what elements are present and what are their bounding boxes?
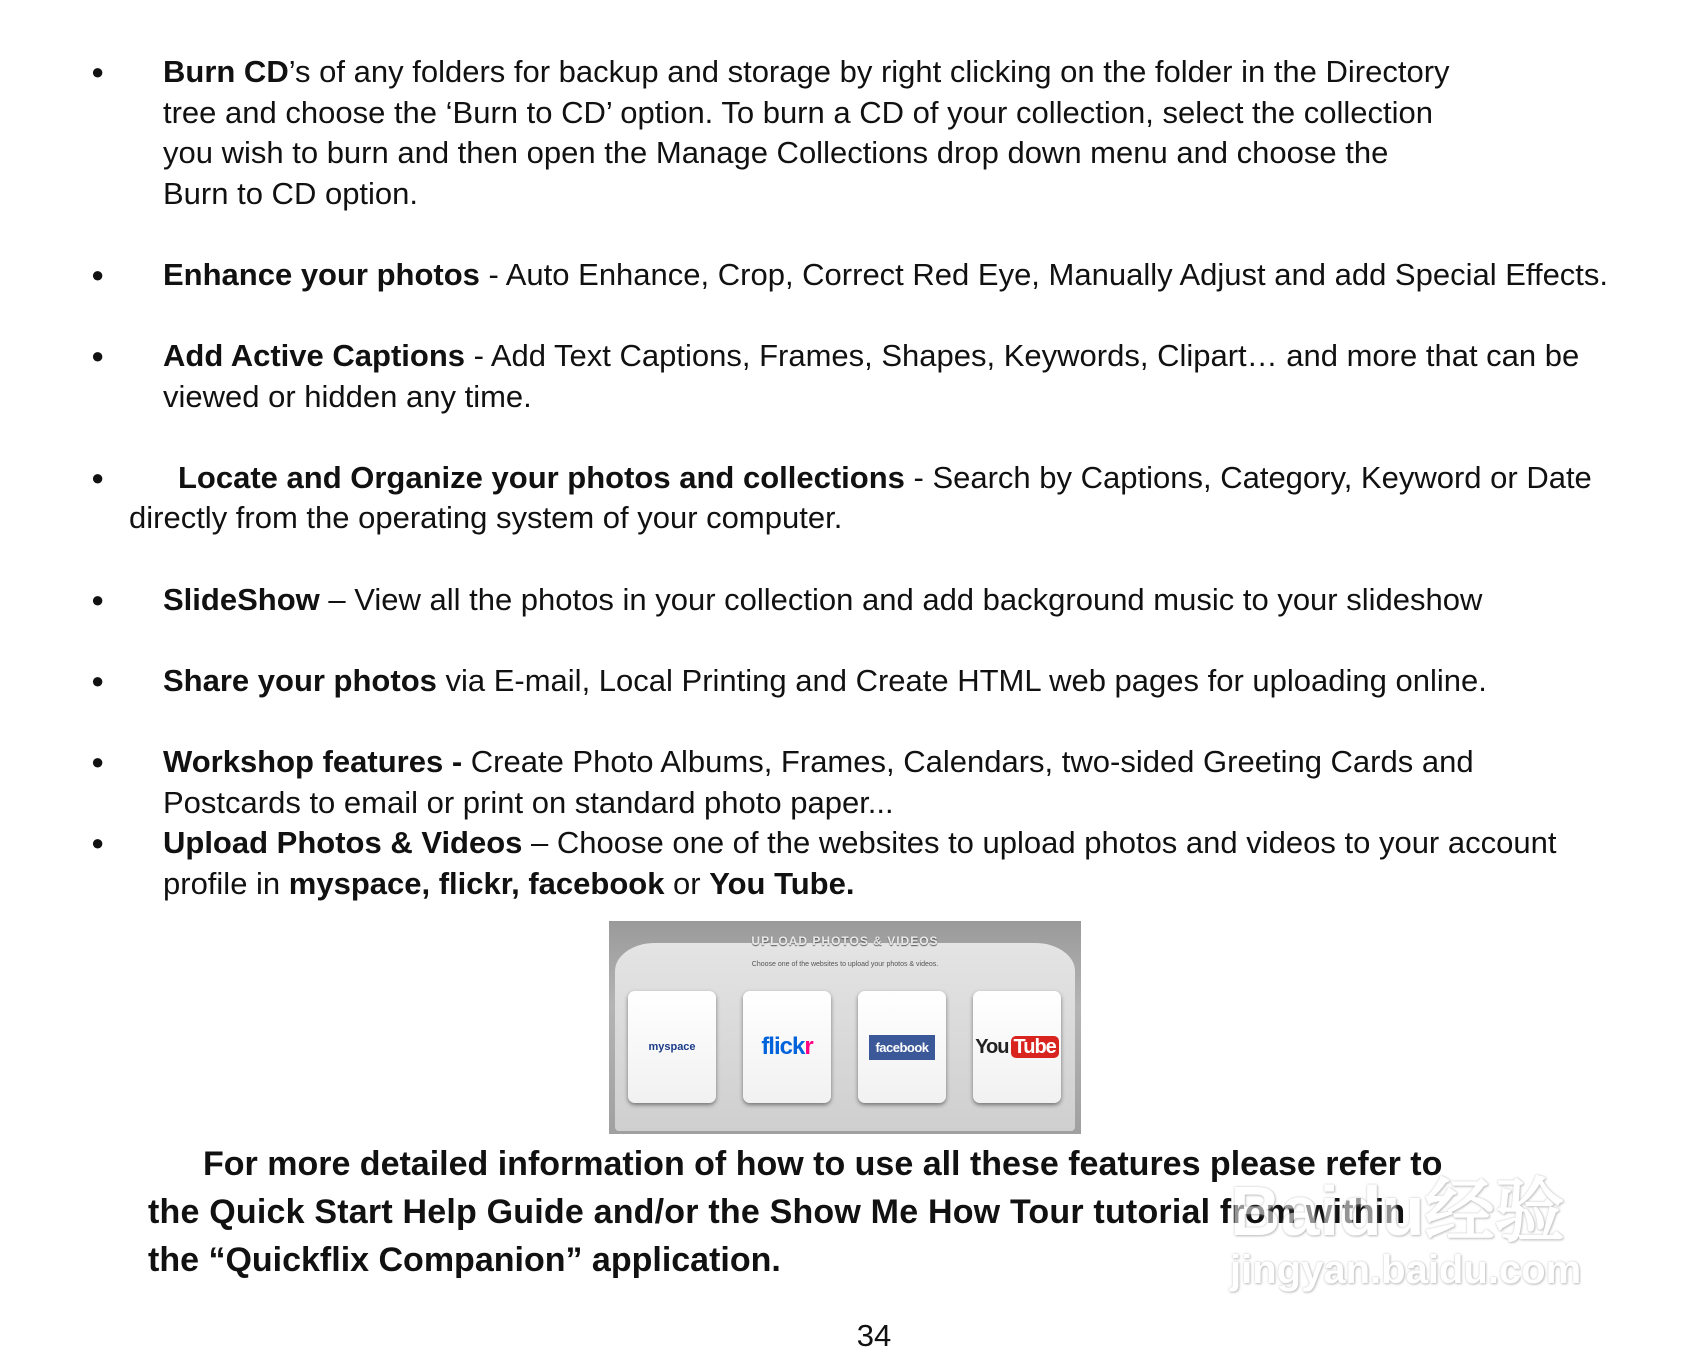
bullet-text (163, 580, 1663, 621)
bullet-dot: ● (91, 59, 105, 84)
bullet-text (163, 336, 1663, 417)
bullet-title: Enhance your photos (163, 257, 480, 292)
facebook-logo: facebook (869, 1035, 934, 1060)
closing-line: the Quick Start Help Guide and/or the Show Me How Tour tutorial from within (148, 1193, 1406, 1231)
watermark-url: jingyan.baidu.com (1230, 1248, 1582, 1292)
bullet-line: – View all the photos in your collection and add background music to your slideshow (319, 582, 1483, 617)
bullet-line: - Add Text Captions, Frames, Shapes, Keywords, Clipart… and more that can be (465, 338, 1580, 373)
flickr-logo-r: r (804, 1033, 813, 1060)
bullet-dot: ● (91, 343, 105, 368)
bullet-dot: ● (91, 749, 105, 774)
bullet-title: Workshop features - (163, 744, 471, 779)
bullet-dot: ● (91, 830, 105, 855)
bullet-dot: ● (91, 587, 105, 612)
youtube-button[interactable] (973, 991, 1061, 1103)
watermark-logo: Baidu经验 (1230, 1172, 1565, 1250)
bullet-text (163, 823, 1663, 904)
facebook-button[interactable] (858, 991, 946, 1103)
bullet-line: – Choose one of the websites to upload photos and videos to your account (522, 825, 1557, 860)
bullet-text (178, 458, 1592, 499)
bullet-dot: ● (91, 668, 105, 693)
bullet-dot: ● (91, 262, 105, 287)
bullet-title: SlideShow (163, 582, 320, 617)
bullet-line: tree and choose the ‘Burn to CD’ option. To burn a CD of your collection, select the collection (163, 94, 1433, 130)
youtube-logo-you: You (975, 1035, 1009, 1058)
bullet-line: or (664, 865, 710, 901)
bullet-text (163, 52, 1663, 214)
bullet-title: Burn CD (163, 54, 289, 89)
panel-subtitle: Choose one of the websites to upload your photos & videos. (751, 961, 939, 968)
site-names: myspace, flickr, facebook (288, 865, 665, 901)
closing-line: For more detailed information of how to use all these features please refer to (203, 1145, 1443, 1183)
youtube-logo-tube: Tube (1011, 1036, 1059, 1058)
bullet-title: Upload Photos & Videos (163, 825, 523, 860)
bullet-text (163, 742, 1663, 823)
bullet-line: viewed or hidden any time. (163, 378, 532, 414)
upload-photos-videos-panel (609, 921, 1081, 1134)
bullet-line: profile in (163, 865, 289, 901)
bullet-line: - Search by Captions, Category, Keyword or Date (904, 460, 1592, 495)
bullet-title: Share your photos (163, 663, 437, 698)
bullet-line: ’s of any folders for backup and storage by right clicking on the folder in the Directory (288, 54, 1450, 89)
bullet-text (163, 255, 1663, 296)
bullet-line: Burn to CD option. (163, 175, 419, 211)
closing-line: the “Quickflix Companion” application. (148, 1241, 781, 1279)
bullet-line: - Auto Enhance, Crop, Correct Red Eye, Manually Adjust and add Special Effects. (479, 257, 1609, 292)
bullet-dot: ● (91, 465, 105, 490)
myspace-logo: myspace (648, 1041, 696, 1053)
bullet-title: Locate and Organize your photos and collections (178, 460, 905, 495)
bullet-title: Add Active Captions (163, 338, 465, 373)
myspace-button[interactable] (628, 991, 716, 1103)
closing-paragraph (148, 1140, 1518, 1284)
page-number: 34 (856, 1318, 892, 1353)
bullet-line: via E-mail, Local Printing and Create HTML web pages for uploading online. (436, 663, 1487, 698)
bullet-line: directly from the operating system of your computer. (129, 500, 843, 535)
bullet-line: Create Photo Albums, Frames, Calendars, two-sided Greeting Cards and (470, 744, 1474, 779)
bullet-line: you wish to burn and then open the Manage Collections drop down menu and choose the (163, 135, 1389, 170)
bullet-line: Postcards to email or print on standard photo paper... (163, 784, 894, 820)
youtube-name: You Tube. (709, 865, 855, 901)
bullet-text (163, 661, 1663, 702)
panel-title: UPLOAD PHOTOS & VIDEOS (751, 934, 939, 948)
flickr-button[interactable] (743, 991, 831, 1103)
flickr-logo-main: flick (761, 1033, 805, 1060)
flickr-logo (761, 1033, 812, 1061)
youtube-logo (975, 1036, 1059, 1059)
